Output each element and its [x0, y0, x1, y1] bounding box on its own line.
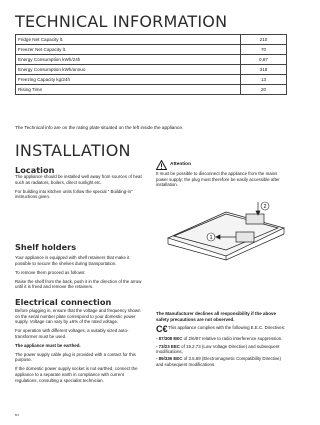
directive-item — [156, 336, 288, 341]
shelf-section — [15, 255, 142, 293]
spec-label: Energy Consumption kWh/annuo — [16, 65, 241, 75]
table-row — [16, 85, 287, 95]
electrical-paragraph: Before plugging in, ensure that the voltage and frequency shown on the serial number plate correspond to your domestic power supply. Voltage can vary by ±6% of the rated voltage. — [15, 308, 141, 325]
directive-text: of 2/6/87 relative to radio interference suppression. — [183, 336, 283, 342]
spec-value: 0,87 — [241, 55, 287, 65]
warning-icon — [156, 160, 167, 170]
location-paragraph: For building into kitchen units follow the special " Building-in" instructions given. — [15, 188, 133, 200]
tech-title: TECHNICAL INFORMATION — [15, 12, 228, 31]
diagram-label: 1 — [209, 235, 213, 241]
spec-label: Freezing Capacity kg/24h — [16, 75, 241, 85]
ce-text: This appliance complies with the following E.E.C. Directives: — [168, 325, 286, 331]
shelf-paragraph: Raise the shelf from the back, push it in the direction of the arrow until it is freed and remove the retainers. — [15, 278, 142, 290]
directive-text: of 3.5.89 (Electromagnetic Compatibility Directive) and subsequent modifications. — [156, 356, 281, 367]
ce-row — [156, 325, 288, 334]
electrical-section — [15, 308, 142, 386]
spec-label: Energy Consumption kWh/24h — [16, 55, 241, 65]
spec-label: Freezer Net Capacity lt. — [16, 45, 241, 55]
table-row — [16, 45, 287, 55]
attention-text: It must be possible to disconnect the appliance from the mains power supply; the plug must therefore be easily accessible after installation. — [156, 171, 280, 188]
electrical-paragraph: The power supply cable plug is provided with a contact for this purpose. — [15, 351, 136, 363]
directive-text: of 19.2.73 (Low Voltage Directive) and subsequent modifications, — [156, 343, 280, 354]
shelf-paragraph: To remove them proceed as follows: — [15, 269, 86, 275]
spec-table — [15, 34, 287, 95]
diagram-label: 2 — [263, 204, 267, 210]
shelf-retainer-diagram — [166, 198, 286, 262]
directive-item — [156, 344, 288, 355]
spec-value: 20 — [241, 85, 287, 95]
tech-note: The Technical info are on the rating plate situated on the left inside the appliance. — [15, 125, 184, 130]
directive-item — [156, 356, 288, 367]
spec-value: 210 — [241, 35, 287, 45]
directive-code: - 87/308 EEC — [156, 336, 183, 342]
electrical-paragraph: If the domestic power supply socket is not earthed, connect the appliance to a separate earth in compliance with current regulations, consulting a specialist technician. — [15, 366, 138, 383]
attention-title: Attention — [170, 162, 192, 167]
page-number: ru — [15, 412, 19, 417]
directive-code: - 73/23 EEC — [156, 343, 180, 349]
spec-value: 318 — [241, 65, 287, 75]
compliance-section — [156, 311, 288, 369]
spec-value: 13 — [241, 75, 287, 85]
location-heading: Location — [15, 165, 55, 175]
electrical-paragraph: For operation with different voltages, a suitably sized auto-transformer must be used. — [15, 328, 129, 339]
electrical-heading: Electrical connection — [15, 297, 112, 307]
location-paragraph: The appliance should be installed well away from sources of heat such as radiators, boilers, direct sunlight etc. — [15, 174, 142, 185]
directive-code: - 89/336 EEC — [156, 356, 183, 362]
table-row — [16, 35, 287, 45]
table-row — [16, 55, 287, 65]
shelf-heading: Shelf holders — [15, 242, 77, 252]
disclaimer: The Manufacturer declines all responsibility if the above safety precautions are not observed. — [156, 311, 277, 322]
shelf-paragraph: Your appliance is equipped with shelf retainers that make it possible to secure the shelves during transportation. — [15, 255, 130, 266]
location-section — [15, 174, 142, 203]
spec-value: 70 — [241, 45, 287, 55]
install-title: INSTALLATION — [15, 141, 131, 160]
ce-mark-icon: C€ — [156, 324, 168, 335]
table-row — [16, 75, 287, 85]
spec-label: Fridge Net Capacity lt. — [16, 35, 241, 45]
spec-label: Rising Time — [16, 85, 241, 95]
table-row — [16, 65, 287, 75]
electrical-paragraph: The appliance must be earthed. — [15, 342, 81, 348]
